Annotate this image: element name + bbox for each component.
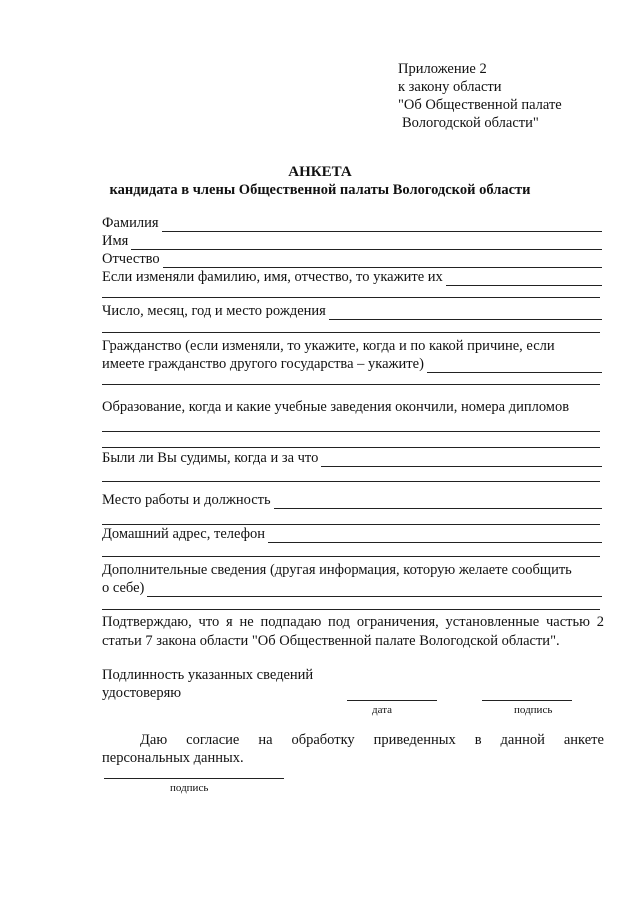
consent-signature-line[interactable] — [104, 778, 284, 779]
annex-line: к закону области — [398, 79, 502, 95]
additional-label: о себе) — [102, 580, 145, 596]
surname-row — [102, 214, 602, 232]
education-line-2[interactable] — [102, 447, 600, 448]
birth-extra-line[interactable] — [102, 332, 600, 333]
convicted-block — [102, 449, 602, 467]
education-label: Образование, когда и какие учебные заведения окончили, номера дипломов — [102, 399, 570, 415]
convicted-row — [102, 449, 602, 467]
name-change-label: Если изменяли фамилию, имя, отчество, то укажите их — [102, 269, 443, 285]
signature-line[interactable] — [482, 700, 572, 701]
patronymic-field[interactable] — [163, 253, 602, 268]
patronymic-label: Отчество — [102, 251, 160, 267]
citizenship-label: имеете гражданство другого государства – укажите) — [102, 356, 424, 372]
address-extra-line[interactable] — [102, 556, 600, 557]
name-change-extra-line[interactable] — [102, 297, 600, 298]
consent-word: анкете — [563, 732, 604, 748]
name-change-row — [102, 268, 602, 286]
consent-word: обработку — [291, 732, 355, 748]
form-subtitle: кандидата в члены Общественной палаты Вологодской области — [109, 182, 531, 198]
education-line-1[interactable] — [102, 431, 600, 432]
surname-field[interactable] — [162, 217, 603, 232]
convicted-label: Были ли Вы судимы, когда и за что — [102, 450, 319, 466]
citizenship-field[interactable] — [427, 358, 602, 373]
consent-signature-caption: подпись — [170, 782, 209, 794]
citizenship-block — [102, 337, 602, 373]
birth-field[interactable] — [329, 305, 602, 320]
additional-label-line: Дополнительные сведения (другая информация, которую желаете сообщить — [102, 562, 572, 578]
name-row — [102, 232, 602, 250]
address-row — [102, 525, 602, 543]
form-title: АНКЕТА — [288, 164, 352, 180]
birth-label: Число, месяц, год и место рождения — [102, 303, 326, 319]
patronymic-row — [102, 250, 602, 268]
consent-word: Даю — [140, 732, 168, 748]
annex-note — [398, 60, 562, 132]
signature-caption: подпись — [514, 704, 553, 716]
consent-word: приведенных — [373, 732, 456, 748]
consent-word: в — [474, 732, 482, 748]
annex-line: Приложение 2 — [398, 61, 487, 77]
personal-fields — [102, 214, 602, 286]
additional-extra-line[interactable] — [102, 609, 600, 610]
workplace-field[interactable] — [274, 494, 602, 509]
address-field[interactable] — [268, 528, 602, 543]
consent-line-1 — [102, 731, 604, 749]
consent-word: согласие — [186, 732, 240, 748]
annex-line: Вологодской области" — [402, 115, 539, 131]
birth-row — [102, 302, 602, 320]
name-field[interactable] — [131, 235, 602, 250]
name-label: Имя — [102, 233, 129, 249]
date-line[interactable] — [347, 700, 437, 701]
confirmation-text: Подтверждаю, что я не подпадаю под ограничения, установленные частью 2 статьи 7 закона области "Об Общественной палате Вологодской области". — [102, 614, 604, 649]
consent-word: на — [258, 732, 273, 748]
consent-line-2: персональных данных. — [102, 750, 244, 766]
name-change-field[interactable] — [446, 271, 602, 286]
convicted-field[interactable] — [321, 452, 602, 467]
date-caption: дата — [372, 704, 393, 716]
workplace-block — [102, 491, 602, 509]
authenticity-line-2: удостоверяю — [102, 685, 182, 701]
workplace-label: Место работы и должность — [102, 492, 271, 508]
additional-field[interactable] — [147, 582, 602, 597]
annex-line: "Об Общественной палате — [398, 97, 562, 113]
consent-word: данной — [500, 732, 545, 748]
additional-row — [102, 579, 602, 597]
surname-label: Фамилия — [102, 215, 159, 231]
address-label: Домашний адрес, телефон — [102, 526, 266, 542]
address-block — [102, 525, 602, 543]
workplace-row — [102, 491, 602, 509]
authenticity-line-1: Подлинность указанных сведений — [102, 667, 314, 683]
citizenship-row — [102, 355, 602, 373]
citizenship-extra-line[interactable] — [102, 384, 600, 385]
birth-block — [102, 302, 602, 320]
citizenship-label-line: Гражданство (если изменяли, то укажите, когда и по какой причине, если — [102, 338, 555, 354]
additional-block — [102, 561, 602, 597]
convicted-extra-line[interactable] — [102, 481, 600, 482]
